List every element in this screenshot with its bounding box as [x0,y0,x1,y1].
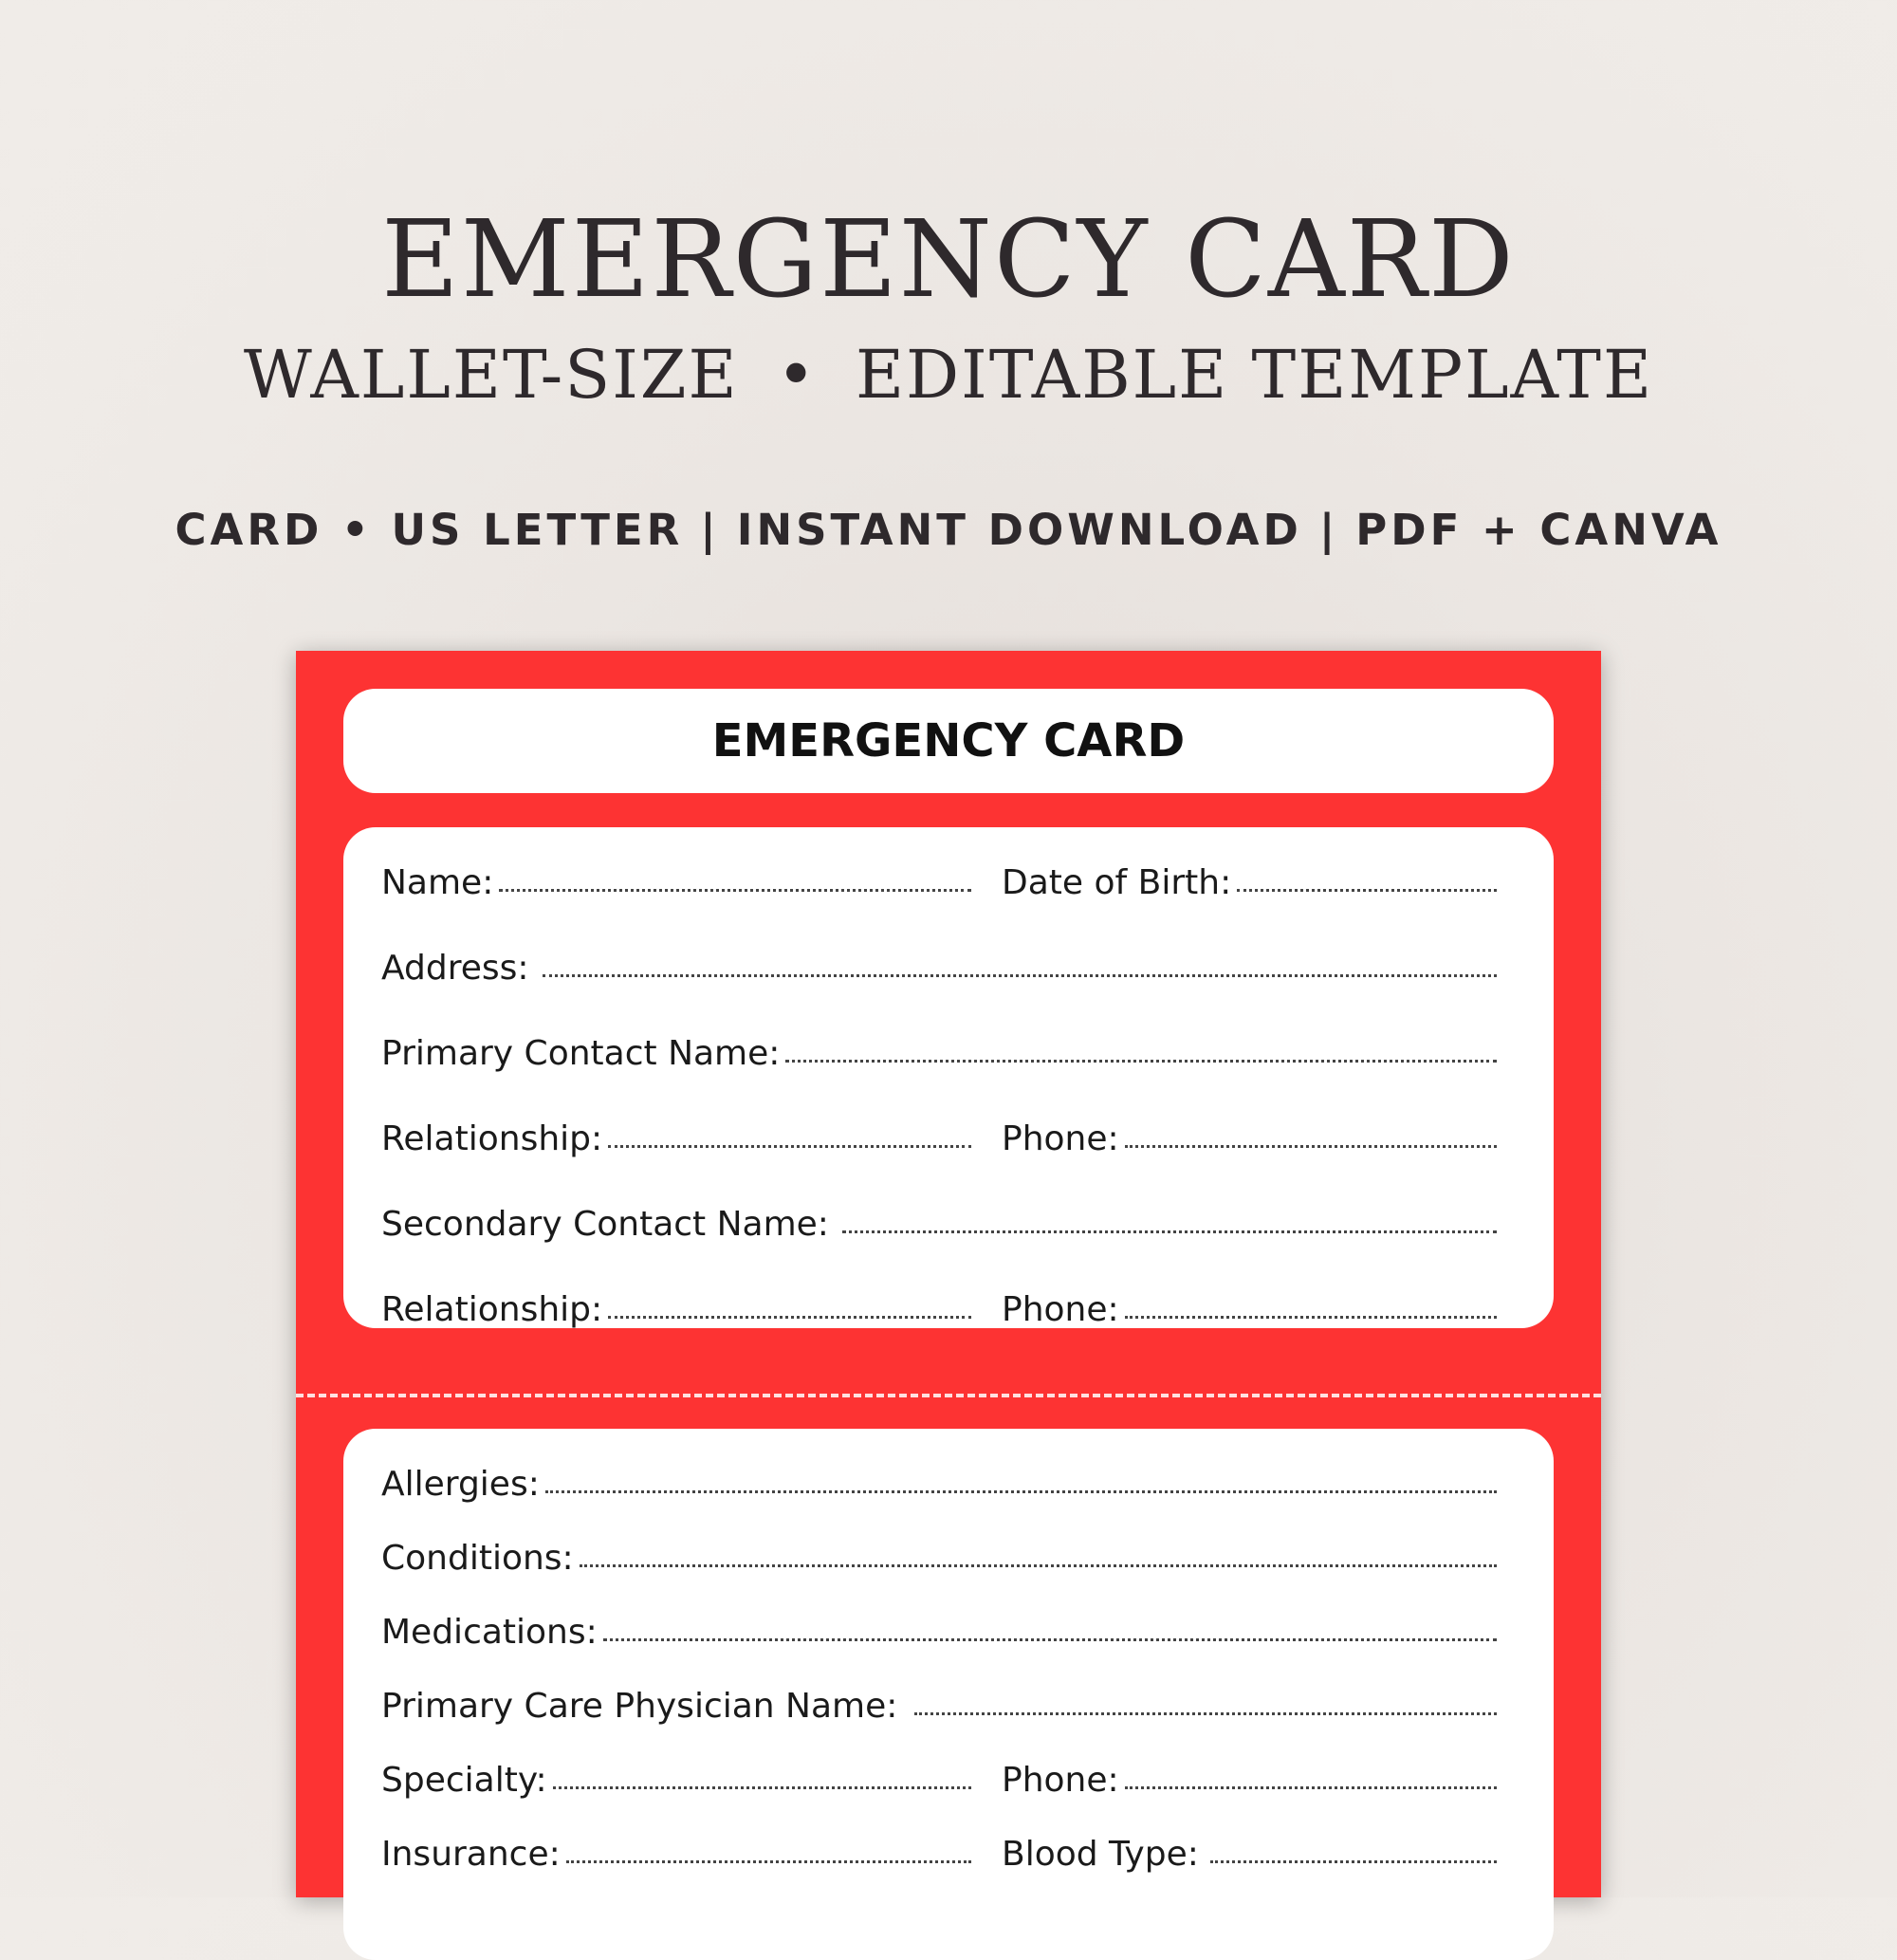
medical-info-panel [343,1429,1554,1960]
dob-blank-line[interactable] [1237,889,1497,892]
subtitle-separator: • [776,336,818,414]
form-row [381,1119,1497,1167]
contact-info-panel [343,827,1554,1328]
physician-phone-blank-line[interactable] [1125,1786,1497,1789]
secondary-contact-label: Secondary Contact Name: [381,1205,829,1244]
subtitle-wallet-size: WALLET-SIZE [243,336,739,414]
specialty-label: Specialty: [381,1761,547,1800]
primary-contact-blank-line[interactable] [785,1060,1497,1063]
info-formats: PDF + CANVA [1355,505,1722,555]
secondary-contact-blank-line[interactable] [842,1230,1497,1233]
emergency-card [296,651,1601,1897]
allergies-blank-line[interactable] [545,1490,1497,1493]
dob-label: Date of Birth: [1002,863,1232,902]
physician-field[interactable] [381,1687,1497,1726]
phone1-blank-line[interactable] [1125,1145,1497,1148]
form-row [381,1687,1497,1734]
physician-phone-label: Phone: [1002,1761,1119,1800]
relationship2-blank-line[interactable] [608,1316,971,1319]
address-field[interactable] [381,949,1497,988]
name-field[interactable] [381,863,971,902]
allergies-field[interactable] [381,1465,1497,1504]
insurance-blank-line[interactable] [566,1860,971,1863]
form-row [381,863,1497,911]
allergies-label: Allergies: [381,1465,540,1504]
cut-line-divider [296,1394,1601,1397]
relationship1-blank-line[interactable] [608,1145,971,1148]
relationship1-label: Relationship: [381,1119,603,1158]
primary-contact-field[interactable] [381,1034,1497,1073]
specialty-blank-line[interactable] [553,1786,971,1789]
medications-field[interactable] [381,1613,1497,1652]
conditions-blank-line[interactable] [580,1564,1497,1567]
insurance-field[interactable] [381,1835,971,1874]
secondary-contact-field[interactable] [381,1205,1497,1244]
blood-type-label: Blood Type: [1002,1835,1199,1874]
dob-field[interactable] [1002,863,1497,902]
form-row [381,1835,1497,1882]
specialty-field[interactable] [381,1761,971,1800]
info-divider: | [700,505,720,555]
card-title: EMERGENCY CARD [711,714,1186,767]
form-row [381,1613,1497,1660]
subtitle-editable-template: EDITABLE TEMPLATE [855,336,1654,414]
page-title: EMERGENCY CARD [381,198,1516,322]
insurance-label: Insurance: [381,1835,561,1874]
medications-label: Medications: [381,1613,598,1652]
form-row [381,1539,1497,1586]
relationship2-label: Relationship: [381,1290,603,1329]
physician-phone-field[interactable] [1002,1761,1497,1800]
phone2-label: Phone: [1002,1290,1119,1329]
form-row [381,1465,1497,1512]
form-row [381,1290,1497,1338]
info-divider: | [1318,505,1339,555]
phone1-field[interactable] [1002,1119,1497,1158]
phone2-blank-line[interactable] [1125,1316,1497,1319]
info-card-size: CARD • US LETTER [175,505,684,555]
address-blank-line[interactable] [543,974,1498,977]
card-title-panel [343,689,1554,793]
form-row [381,1205,1497,1252]
relationship1-field[interactable] [381,1119,971,1158]
medications-blank-line[interactable] [603,1638,1497,1641]
form-row [381,1034,1497,1082]
page-subtitle [0,336,1897,414]
primary-contact-label: Primary Contact Name: [381,1034,781,1073]
form-row [381,949,1497,996]
blood-type-blank-line[interactable] [1210,1860,1497,1863]
address-label: Address: [381,949,529,988]
product-info-line [0,505,1897,555]
relationship2-field[interactable] [381,1290,971,1329]
name-label: Name: [381,863,494,902]
info-instant-download: INSTANT DOWNLOAD [736,505,1302,555]
name-blank-line[interactable] [499,889,971,892]
physician-label: Primary Care Physician Name: [381,1687,898,1726]
conditions-field[interactable] [381,1539,1497,1578]
physician-blank-line[interactable] [914,1712,1497,1715]
form-row [381,1761,1497,1808]
blood-type-field[interactable] [1002,1835,1497,1874]
phone2-field[interactable] [1002,1290,1497,1329]
phone1-label: Phone: [1002,1119,1119,1158]
conditions-label: Conditions: [381,1539,574,1578]
